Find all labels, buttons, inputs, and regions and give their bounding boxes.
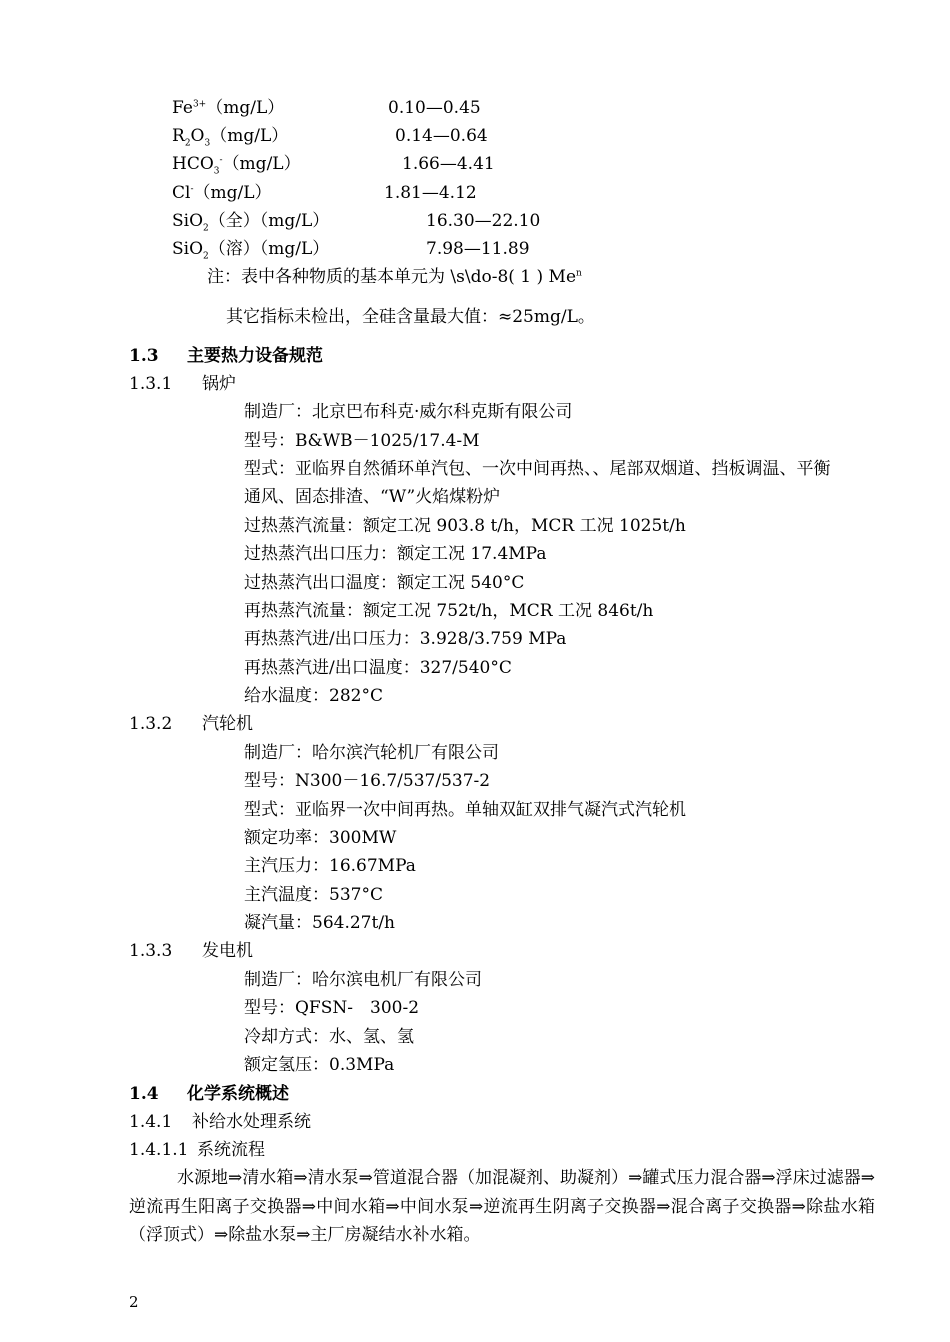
flow-paragraph: 水源地⇒清水箱⇒清水泵⇒管道混合器（加混凝剂、助凝剂）⇒罐式压力混合器⇒浮床过滤器⇒逆流再生阳离子交换器⇒中间水箱⇒中间水泵⇒逆流再生阴离子交换器⇒混合离子交换器⇒除盐水箱（浮顶式）⇒除盐水泵⇒主厂房凝结水补水箱。 xyxy=(129,1168,875,1245)
ion-label: Cl-（mg/L） xyxy=(172,183,272,203)
ion-value: 7.98—11.89 xyxy=(426,239,530,259)
page-number: 2 xyxy=(129,1293,139,1311)
ion-value: 1.81—4.12 xyxy=(384,183,477,203)
ion-label: $HCO_3^-(mg/L)$ xyxy=(172,154,301,177)
ion-label: SiO$_2$（溶）（mg/L） xyxy=(172,239,330,262)
ion-label: SiO$_2$（全）（mg/L） xyxy=(172,211,330,234)
document-page: $Fe^{3+}(mg/L)$ 0.10—0.45 $R_2O_3(mg/L)$ 0.14—0.64 $HCO_3^-(mg/L)$ 1.66—4.41 Cl-（mg/L） 1.81—4.12 SiO$_2$（全）（mg/L） 16.30—22.10 SiO$_2$（溶）（mg/L） 7.98—11.89 注：表中各种物质的基本单元为 \s\do-8( 1 ) Me$^n$ 其它指标未检出，全硅含量最大值：≈25mg/L。 1.3 主要热力设备规范 1.3.1 锅炉 制造厂：北京巴布科克·威尔科克斯有限公司 型号：B&WB－1025/17.4-M 型式：亚临界自然循环单汽包、一次中间再热、、尾部双烟道、挡板调温、平衡 通风、固态排渣、“W”火焰煤粉炉 过热蒸汽流量：额定工况 903.8 t/h，MCR 工况 1025t/h 过热蒸汽出口压力：额定工况 17.4MPa 过热蒸汽出口温度：额定工况 540°C 再热蒸汽流量：额定工况 752t/h，MCR 工况 846t/h 再热蒸汽进/出口压力：3.928/3.759 MPa 再热蒸汽进/出口温度：327/540°C 给水温度：282°C 1.3.2 汽轮机 制造厂：哈尔滨汽轮机厂有限公司 型号：N300－16.7/537/537-2 型式：亚临界一次中间再热。单轴双缸双排气凝汽式汽轮机 额定功率：300MW 主汽压力：16.67MPa 主汽温度：537°C 凝汽量：564.27t/h 1.3.3 发电机 制造厂：哈尔滨电机厂有限公司 型号：QFSN- 300-2 冷却方式：水、氢、氢 额定氢压：0.3MPa 1.4 化学系统概述 1.4.1 补给水处理系统 1.4.1.1 系统流程 水源地⇒清水箱⇒清水泵⇒管道混合器（加混凝剂、助凝剂）⇒罐式压力混合器⇒浮床过滤器⇒逆流再生阳离子交换器⇒中间水箱⇒中间水泵⇒逆流再生阴离子交换器⇒混合离子交换器⇒除盐水箱（浮顶式）⇒除盐水泵⇒主厂房凝结水补水箱。 2 xyxy=(129,98,875,1311)
ion-value: 0.10—0.45 xyxy=(388,98,481,118)
ion-value: 1.66—4.41 xyxy=(402,154,495,174)
ion-value: 16.30—22.10 xyxy=(426,211,541,231)
ion-value: 0.14—0.64 xyxy=(395,126,488,146)
ion-label: $Fe^{3+}(mg/L)$ xyxy=(172,98,285,118)
ion-label: $R_2O_3(mg/L)$ xyxy=(172,126,289,149)
